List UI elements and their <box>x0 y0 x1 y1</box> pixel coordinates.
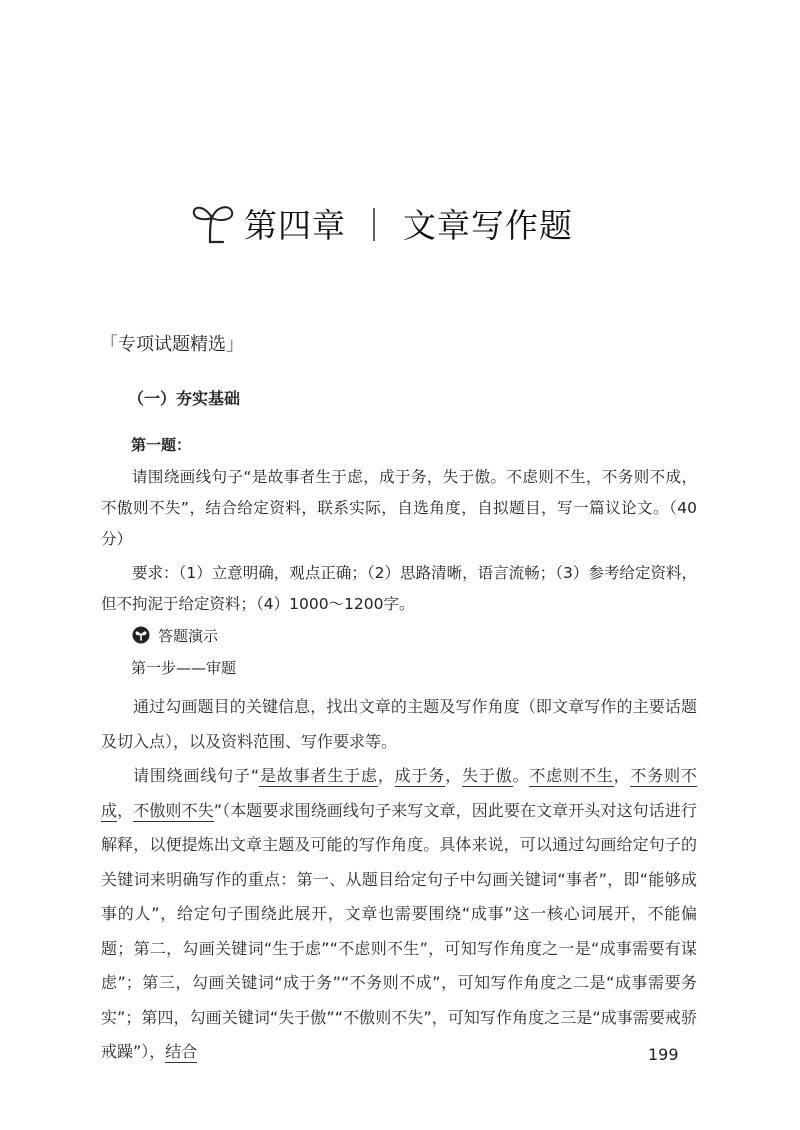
underlined-phrase: 失于傲 <box>462 766 513 785</box>
text-run: ， <box>117 800 134 820</box>
question-body <box>101 462 697 620</box>
question-requirements: 要求：（1）立意明确，观点正确；（2）思路清晰，语言流畅；（3）参考给定资料，但不拘泥于给定资料；（4）1000～1200字。 <box>101 564 697 613</box>
question-label: 第一题： <box>131 436 192 454</box>
bracket-open: 「 <box>100 334 118 355</box>
analysis-paragraph <box>101 759 697 1070</box>
demo-heading <box>132 624 218 646</box>
text-run: 请围绕画线句子“ <box>133 766 260 785</box>
underlined-phrase: 是故事者生于虑 <box>259 766 378 785</box>
chapter-title: 第四章 ｜ 文章写作题 <box>244 205 573 245</box>
demo-title: 答题演示 <box>158 626 219 645</box>
underlined-phrase: 不务则不成 <box>101 766 697 820</box>
analysis-body <box>101 690 697 1070</box>
section-title: 专项试题精选 <box>118 334 226 355</box>
underlined-phrase: 不傲则不失 <box>133 800 214 820</box>
page-number: 199 <box>648 1045 679 1064</box>
question-prompt: 请围绕画线句子“是故事者生于虑，成于务，失于傲。不虑则不生，不务则不成，不傲则不失”，结合给定资料，联系实际，自选角度，自拟题目，写一篇议论文。（40分） <box>101 468 697 548</box>
text-run: 。 <box>512 766 530 785</box>
sprout-icon <box>190 198 242 248</box>
text-run: ， <box>613 766 631 785</box>
analysis-intro: 通过勾画题目的关键信息，找出文章的主题及写作角度（即文章写作的主要话题及切入点），以及资料范围、写作要求等。 <box>101 697 697 751</box>
underlined-phrase: 成于务 <box>394 766 446 785</box>
section-heading <box>100 330 244 356</box>
text-run: ， <box>445 766 463 785</box>
sprout-badge-icon <box>132 626 150 644</box>
chapter-heading <box>190 198 610 248</box>
bracket-close: 」 <box>226 334 244 355</box>
text-run: ， <box>377 766 395 785</box>
underlined-phrase: 不虑则不生 <box>529 766 614 785</box>
subsection-title: （一）夯实基础 <box>128 389 241 408</box>
text-run: ”（本题要求围绕画线句子来写文章，因此要在文章开头对这句话进行解释，以便提炼出文章主题及可能的写作角度。具体来说，可以通过勾画给定句子的关键词来明确写作的重点：第一、从题目给定句子中勾画关键词“事者”，即“能够成事的人”，给定句子围绕此展开，文章也需要围绕“成事”这一核心词展开，不能偏题；第二，勾画关键词“生于虑”“不虑则不生”，可知写作角度之一是“成事需要有谋虑”；第三，勾画关键词“成于务”“不务则不成”，可知写作角度之二是“成事需要务实”；第四，勾画关键词“失于傲”“不傲则不失”，可知写作角度之三是“成事需要戒骄戒躁”）， <box>101 800 697 1061</box>
underlined-phrase: 结合 <box>165 1042 198 1061</box>
step-title: 第一步——审题 <box>131 659 237 677</box>
